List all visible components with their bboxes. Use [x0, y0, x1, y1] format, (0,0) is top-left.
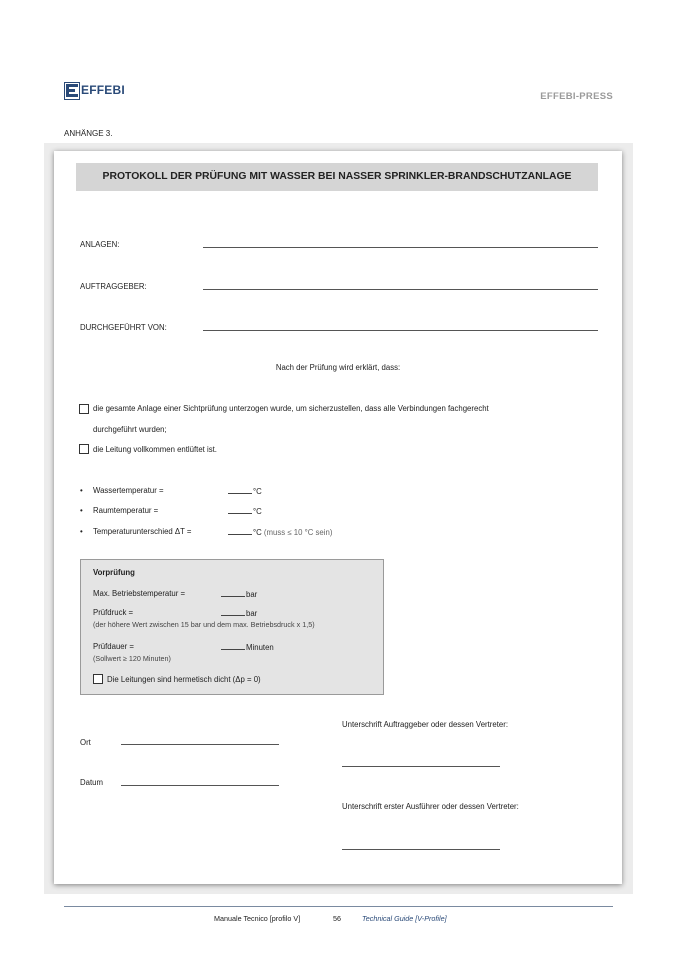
max-temp-unit: bar: [246, 590, 258, 599]
field-label-durchgefuehrt: DURCHGEFÜHRT VON:: [80, 323, 167, 332]
date-input[interactable]: [121, 785, 279, 786]
max-temp-value[interactable]: [221, 589, 257, 599]
test-duration-value[interactable]: [221, 642, 274, 652]
test-pressure-note: (der höhere Wert zwischen 15 bar und dem max. Betriebsdruck x 1,5): [93, 620, 315, 629]
pretest-title: Vorprüfung: [93, 568, 135, 577]
field-input-auftraggeber[interactable]: [203, 289, 598, 290]
temp-diff-unit: °C: [253, 528, 262, 537]
bullet-icon: •: [80, 506, 83, 515]
brand-name: EFFEBI-PRESS: [540, 91, 613, 102]
check-visual-inspection-text-2: durchgeführt wurden;: [93, 425, 167, 434]
test-duration-unit: Minuten: [246, 643, 274, 652]
room-temp-label: Raumtemperatur =: [93, 506, 159, 515]
max-temp-label: Max. Betriebstemperatur =: [93, 589, 186, 598]
company-logo: [64, 82, 144, 102]
field-input-anlagen[interactable]: [203, 247, 598, 248]
annex-label: ANHÄNGE 3.: [64, 129, 113, 138]
check-venting-text: die Leitung vollkommen entlüftet ist.: [93, 445, 217, 454]
field-label-anlagen: ANLAGEN:: [80, 240, 120, 249]
client-signature-line[interactable]: [342, 766, 500, 767]
footer-manual-title: Manuale Tecnico [profilo V]: [214, 914, 301, 923]
footer-divider: [64, 906, 613, 907]
test-pressure-value[interactable]: [221, 608, 257, 618]
place-input[interactable]: [121, 744, 279, 745]
test-duration-label: Prüfdauer =: [93, 642, 134, 651]
date-label: Datum: [80, 778, 103, 787]
test-duration-note: (Sollwert ≥ 120 Minuten): [93, 654, 171, 663]
field-input-durchgefuehrt[interactable]: [203, 330, 598, 331]
sealed-label: Die Leitungen sind hermetisch dicht (Δp = 0): [107, 675, 261, 684]
water-temp-value[interactable]: [228, 486, 262, 496]
test-pressure-label: Prüfdruck =: [93, 608, 134, 617]
logo-text: EFFEBI: [81, 83, 125, 97]
water-temp-label: Wassertemperatur =: [93, 486, 164, 495]
temp-diff-label: Temperaturunterschied ΔT =: [93, 527, 192, 536]
inspection-form: [54, 151, 622, 884]
place-label: Ort: [80, 738, 91, 747]
check-visual-inspection-text: die gesamte Anlage einer Sichtprüfung unterzogen wurde, um sicherzustellen, dass alle Verbindungen fachgerecht: [93, 404, 489, 413]
check-venting-checkbox[interactable]: [79, 444, 89, 454]
temp-diff-value[interactable]: [228, 527, 332, 537]
form-title: PROTOKOLL DER PRÜFUNG MIT WASSER BEI NASSER SPRINKLER-BRANDSCHUTZANLAGE: [76, 163, 598, 191]
pretest-box: [80, 559, 384, 695]
executor-signature-label: Unterschrift erster Ausführer oder dessen Vertreter:: [342, 802, 519, 811]
executor-signature-line[interactable]: [342, 849, 500, 850]
bullet-icon: •: [80, 486, 83, 495]
water-temp-unit: °C: [253, 487, 262, 496]
footer-guide-title: Technical Guide [V-Profile]: [362, 914, 447, 923]
field-label-auftraggeber: AUFTRAGGEBER:: [80, 282, 147, 291]
room-temp-unit: °C: [253, 507, 262, 516]
test-pressure-unit: bar: [246, 609, 258, 618]
client-signature-label: Unterschrift Auftraggeber oder dessen Vertreter:: [342, 720, 508, 729]
effebi-logo-icon: [64, 82, 80, 100]
temp-diff-note: (muss ≤ 10 °C sein): [263, 528, 333, 537]
sealed-checkbox[interactable]: [93, 674, 103, 684]
declaration-intro: Nach der Prüfung wird erklärt, dass:: [275, 363, 401, 372]
bullet-icon: •: [80, 527, 83, 536]
room-temp-value[interactable]: [228, 506, 262, 516]
footer-page-number: 56: [333, 914, 341, 923]
check-visual-inspection-checkbox[interactable]: [79, 404, 89, 414]
